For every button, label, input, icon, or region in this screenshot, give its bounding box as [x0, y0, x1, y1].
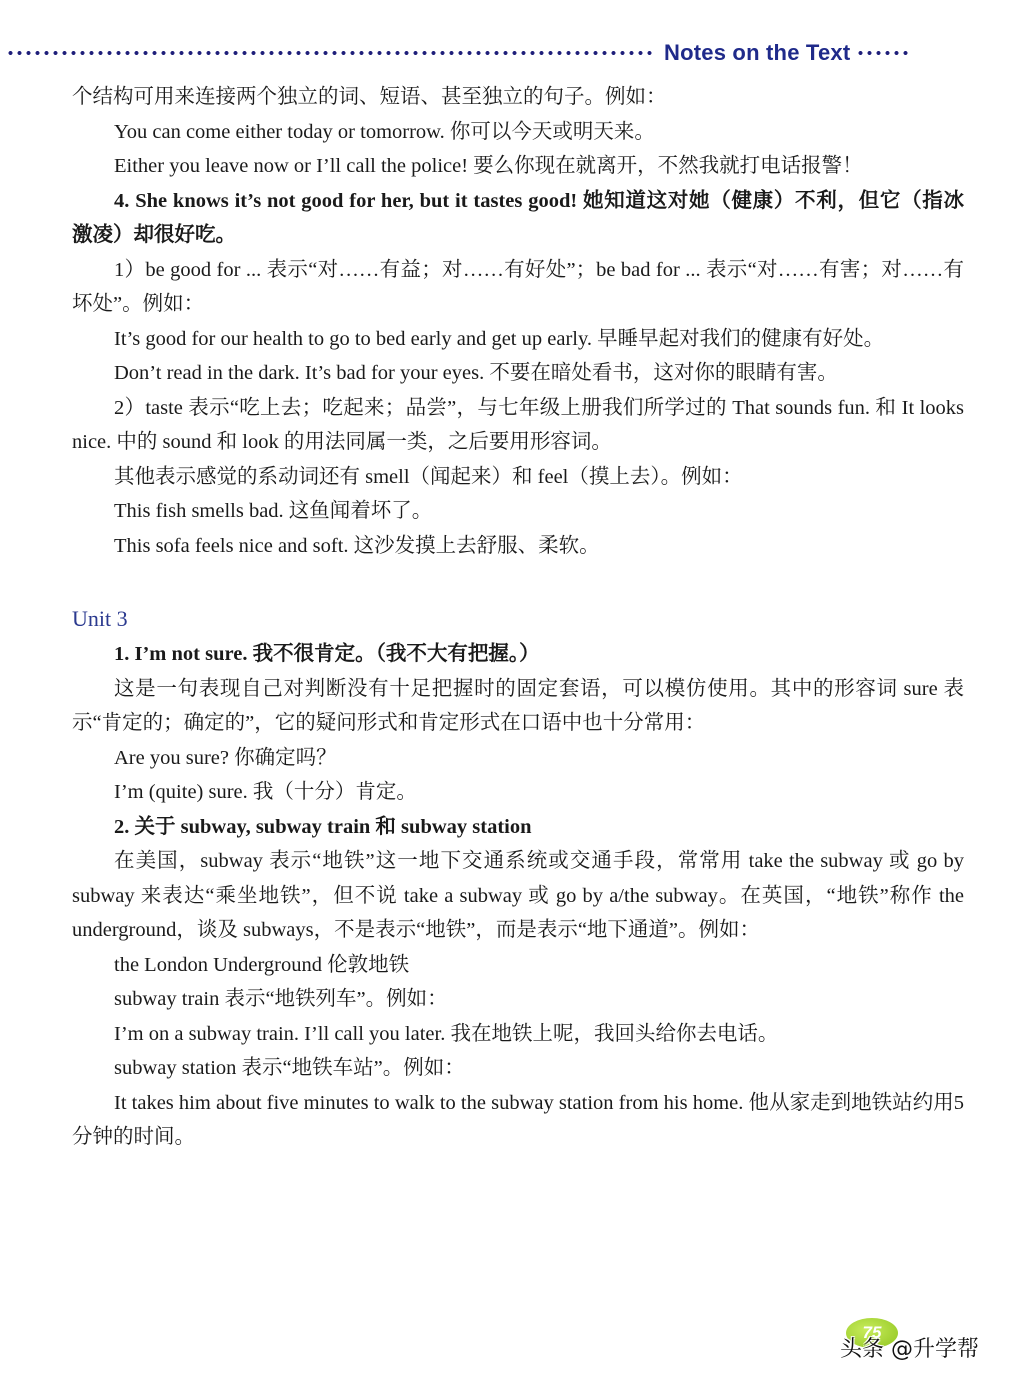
page-body [72, 80, 964, 1155]
page-footer [838, 1318, 1018, 1378]
note-point-2-more: 其他表示感觉的系动词还有 smell（闻起来）和 feel（摸上去）。例如： [114, 465, 743, 488]
note-point-1: 1）be good for ... 表示“对……有益；对……有好处”；be bad for ... 表示“对……有害；对……有坏处”。例如： [72, 258, 964, 315]
header-dotted-rule-left [6, 50, 656, 56]
note-heading-2: 2. 关于 subway, subway train 和 subway station [114, 815, 532, 838]
definition-line: subway train 表示“地铁列车”。例如： [114, 988, 448, 1010]
header-dotted-rule-right [856, 50, 908, 56]
example-sentence: This sofa feels nice and soft. 这沙发摸上去舒服、柔软。 [114, 534, 600, 557]
example-sentence: It’s good for our health to go to bed early and get up early. 早睡早起对我们的健康有好处。 [114, 327, 885, 350]
running-header [0, 38, 1024, 68]
note-point-2: 2）taste 表示“吃上去；吃起来；品尝”，与七年级上册我们所学过的 That sounds fun. 和 It looks nice. 中的 sound 和 look 的用法同属一类，之后要用形容词。 [72, 396, 964, 453]
example-sentence: Don’t read in the dark. It’s bad for your eyes. 不要在暗处看书，这对你的眼睛有害。 [114, 362, 838, 384]
example-sentence: I’m on a subway train. I’ll call you later. 我在地铁上呢，我回头给你去电话。 [114, 1022, 779, 1045]
example-sentence: the London Underground 伦敦地铁 [114, 953, 410, 976]
source-watermark: 头条 @升学帮 [840, 1337, 979, 1362]
example-sentence: Are you sure? 你确定吗？ [114, 746, 337, 769]
example-sentence: You can come either today or tomorrow. 你可以今天或明天来。 [114, 120, 655, 143]
note-text: 在美国，subway 表示“地铁”这一地下交通系统或交通手段，常常用 take the subway 或 go by subway 来表达“乘坐地铁”，但不说 take a subway 或 go by a/the subway。在英国，“地铁”称作 the underground，谈及 subways，不是表示“地铁”，而是表示“地下通道”。例如： [72, 850, 964, 941]
note-heading-4: 4. She knows it’s not good for her, but it tastes good! 她知道这对她（健康）不利，但它（指冰激凌）却很好吃。 [72, 189, 964, 246]
header-title: Notes on the Text [664, 40, 851, 65]
note-heading-1: 1. I’m not sure. 我不很肯定。（我不大有把握。） [114, 643, 540, 665]
example-sentence: I’m (quite) sure. 我（十分）肯定。 [114, 781, 417, 803]
unit-title: Unit 3 [72, 606, 128, 631]
intro-line: 个结构可用来连接两个独立的词、短语、甚至独立的句子。例如： [72, 86, 667, 108]
example-sentence: It takes him about five minutes to walk to the subway station from his home. 他从家走到地铁站约用5分钟的时间。 [72, 1091, 964, 1148]
definition-line: subway station 表示“地铁车站”。例如： [114, 1057, 465, 1079]
note-text: 这是一句表现自己对判断没有十足把握时的固定套语，可以模仿使用。其中的形容词 sure 表示“肯定的；确定的”，它的疑问形式和肯定形式在口语中也十分常用： [72, 677, 964, 734]
example-sentence: This fish smells bad. 这鱼闻着坏了。 [114, 500, 433, 522]
example-sentence: Either you leave now or I’ll call the police! 要么你现在就离开，不然我就打电话报警！ [114, 155, 863, 177]
page-number-badge: 75 [846, 1318, 898, 1348]
